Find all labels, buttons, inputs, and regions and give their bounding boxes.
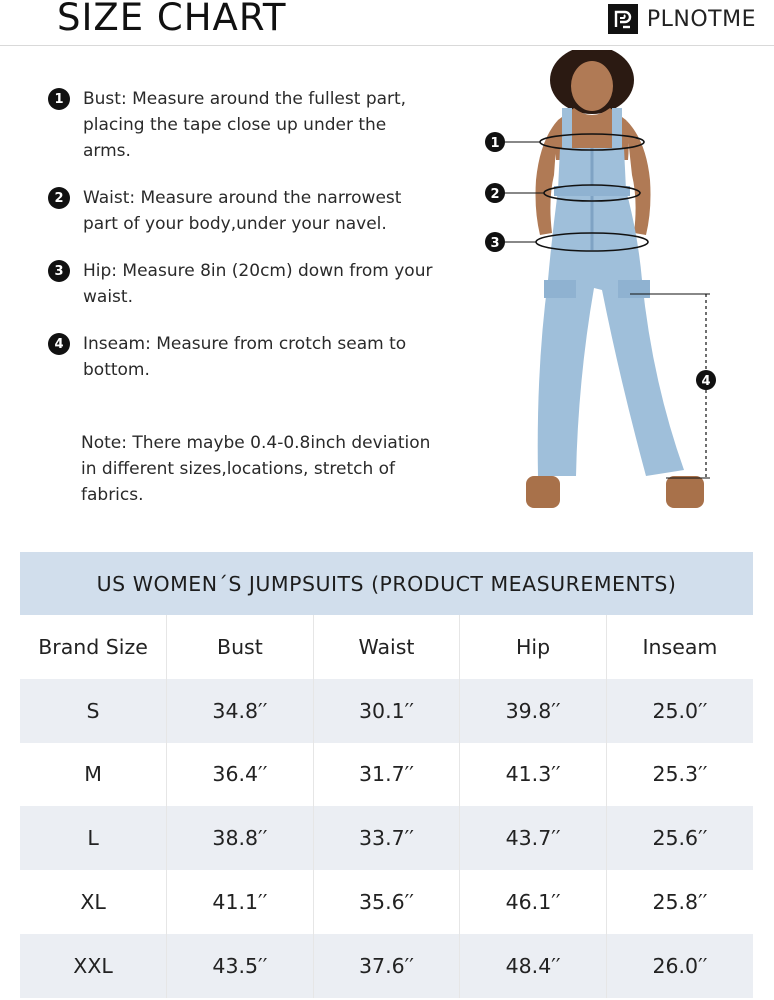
inseam-cell: 25.0′′	[606, 679, 753, 743]
step-number-badge: 4	[48, 333, 70, 355]
bust-cell: 34.8′′	[167, 679, 314, 743]
right-sandal	[666, 476, 704, 508]
step-text: Bust: Measure around the fullest part, placing the tape close up under the arms.	[83, 89, 407, 161]
step-bust	[48, 86, 448, 164]
column-header-inseam: Inseam	[606, 615, 753, 679]
step-number-badge: 3	[48, 260, 70, 282]
table-banner	[20, 552, 753, 615]
measurement-steps	[48, 86, 448, 404]
bust-cell: 38.8′′	[167, 806, 314, 870]
bust-cell: 36.4′′	[167, 743, 314, 807]
waist-cell: 35.6′′	[313, 870, 460, 934]
svg-text:3: 3	[490, 236, 500, 251]
table-row	[20, 743, 753, 807]
hip-cell: 43.7′′	[460, 806, 607, 870]
page-title: SIZE CHART	[57, 0, 287, 39]
model-figure	[470, 50, 760, 546]
waist-cell: 30.1′′	[313, 679, 460, 743]
bust-cell: 43.5′′	[167, 934, 314, 998]
inseam-cell: 25.3′′	[606, 743, 753, 807]
marker-2-icon	[485, 183, 505, 203]
inseam-cell: 26.0′′	[606, 934, 753, 998]
left-sandal	[526, 476, 560, 508]
waist-cell: 33.7′′	[313, 806, 460, 870]
size-cell: XXL	[73, 953, 113, 978]
table-row	[20, 679, 753, 743]
step-text: Waist: Measure around the narrowest part of your body,under your navel.	[83, 188, 402, 234]
step-inseam	[48, 331, 448, 383]
table-row	[20, 806, 753, 870]
step-number-badge: 2	[48, 187, 70, 209]
svg-text:2: 2	[490, 187, 500, 202]
hip-cell: 48.4′′	[460, 934, 607, 998]
step-waist	[48, 185, 448, 237]
svg-text:1: 1	[490, 136, 500, 151]
brand-monogram-icon	[608, 4, 638, 34]
hip-cell: 39.8′′	[460, 679, 607, 743]
step-text: Hip: Measure 8in (20cm) down from your waist.	[83, 261, 433, 307]
waist-cell: 31.7′′	[313, 743, 460, 807]
size-cell: S	[86, 698, 100, 723]
step-hip	[48, 258, 448, 310]
brand	[608, 4, 756, 34]
header	[0, 0, 774, 46]
size-cell: XL	[80, 890, 106, 915]
inseam-cell: 25.8′′	[606, 870, 753, 934]
step-text: Inseam: Measure from crotch seam to bottom.	[83, 334, 407, 380]
brand-name: PLNOTME	[646, 6, 756, 32]
waist-cell: 37.6′′	[313, 934, 460, 998]
column-header-brand-size: Brand Size	[38, 634, 148, 659]
bust-cell: 41.1′′	[167, 870, 314, 934]
column-header-bust: Bust	[167, 615, 314, 679]
size-cell: L	[87, 826, 99, 851]
marker-4-icon	[696, 370, 716, 390]
column-header-hip: Hip	[460, 615, 607, 679]
table-row	[20, 934, 753, 998]
table-title: US WOMEN´S JUMPSUITS (PRODUCT MEASUREMENTS)	[96, 571, 677, 596]
marker-1-icon	[485, 132, 505, 152]
table-row	[20, 870, 753, 934]
marker-3-icon	[485, 232, 505, 252]
face-shape	[571, 61, 613, 111]
model-illustration	[470, 50, 760, 546]
inseam-cell: 25.6′′	[606, 806, 753, 870]
size-table	[20, 615, 753, 998]
table-header-row	[20, 615, 753, 679]
note-text: Note: There maybe 0.4-0.8inch deviation in different sizes,locations, stretch of fabrics.	[81, 433, 431, 505]
svg-text:4: 4	[701, 374, 711, 389]
step-number-badge: 1	[48, 88, 70, 110]
size-cell: M	[84, 762, 102, 787]
hip-cell: 46.1′′	[460, 870, 607, 934]
column-header-waist: Waist	[313, 615, 460, 679]
hip-cell: 41.3′′	[460, 743, 607, 807]
